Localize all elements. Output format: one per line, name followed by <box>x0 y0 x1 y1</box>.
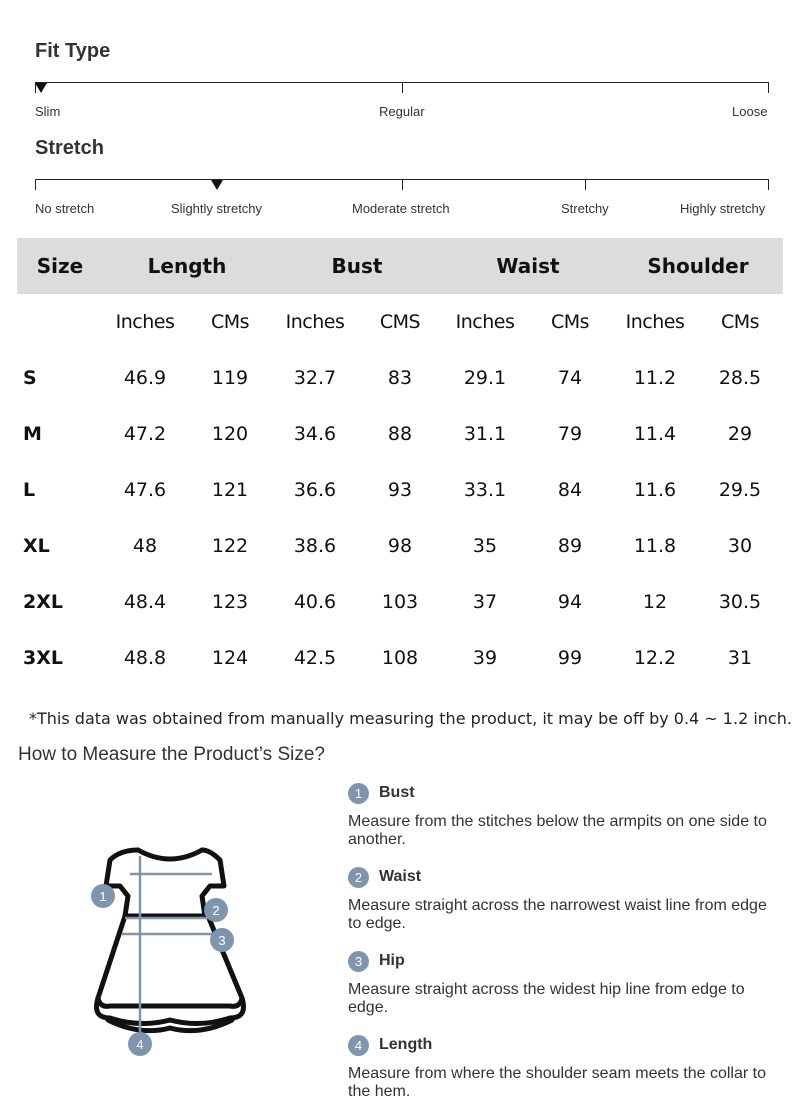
stretch-title: Stretch <box>35 137 104 159</box>
table-cell: 11.4 <box>633 423 677 445</box>
unit-header: Inches <box>455 311 515 333</box>
table-cell: 29 <box>727 423 753 445</box>
step-title: Bust <box>379 784 415 801</box>
stretch-selected-marker <box>211 180 223 190</box>
footnote: *This data was obtained from manually measuring the product, it may be off by 0.4 ~ 1.2 inch. <box>29 709 792 728</box>
size-label: M <box>23 423 42 445</box>
table-cell: 33.1 <box>463 479 507 501</box>
size-label: L <box>23 479 36 501</box>
table-cell: 79 <box>557 423 583 445</box>
dress-diagram <box>80 838 260 1060</box>
table-cell: 11.6 <box>633 479 677 501</box>
step-description: Measure straight across the widest hip line from edge to edge. <box>348 981 745 1016</box>
table-cell: 29.1 <box>463 367 507 389</box>
unit-header: CMS <box>379 311 421 333</box>
diagram-number: 1 <box>99 889 107 904</box>
table-cell: 48.4 <box>123 591 167 613</box>
table-cell: 36.6 <box>293 479 337 501</box>
header-length: Length <box>147 254 227 278</box>
table-cell: 40.6 <box>293 591 337 613</box>
table-cell: 34.6 <box>293 423 337 445</box>
table-cell: 29.5 <box>718 479 762 501</box>
unit-header: Inches <box>285 311 345 333</box>
table-cell: 11.2 <box>633 367 677 389</box>
stretch-tick <box>585 179 586 190</box>
stretch-label: Highly stretchy <box>680 201 766 216</box>
diagram-number: 3 <box>218 933 226 948</box>
stretch-tick <box>402 179 403 190</box>
step-title: Length <box>379 1036 433 1053</box>
table-cell: 83 <box>387 367 413 389</box>
unit-header: Inches <box>625 311 685 333</box>
size-label: 3XL <box>23 647 63 669</box>
table-cell: 47.6 <box>123 479 167 501</box>
stretch-label: No stretch <box>35 201 95 216</box>
table-cell: 99 <box>557 647 583 669</box>
how-to-measure-title: How to Measure the Product’s Size? <box>18 744 325 765</box>
fit-type-title: Fit Type <box>35 40 111 62</box>
unit-header: CMs <box>550 311 590 333</box>
header-shoulder: Shoulder <box>647 254 749 278</box>
table-cell: 124 <box>211 647 249 669</box>
step-description: Measure straight across the narrowest waist line from edge to edge. <box>348 897 767 932</box>
table-cell: 12 <box>642 591 668 613</box>
header-size: Size <box>36 254 84 278</box>
table-cell: 42.5 <box>293 647 337 669</box>
stretch-label: Slightly stretchy <box>171 201 263 216</box>
table-cell: 30 <box>727 535 753 557</box>
table-cell: 38.6 <box>293 535 337 557</box>
step-number-badge: 3 <box>348 951 369 972</box>
table-cell: 37 <box>472 591 498 613</box>
table-cell: 108 <box>381 647 419 669</box>
table-cell: 88 <box>387 423 413 445</box>
table-cell: 123 <box>211 591 249 613</box>
step-title: Waist <box>379 868 422 885</box>
table-cell: 120 <box>211 423 249 445</box>
table-cell: 48 <box>132 535 158 557</box>
table-cell: 89 <box>557 535 583 557</box>
table-cell: 121 <box>211 479 249 501</box>
unit-header: Inches <box>115 311 175 333</box>
stretch-label: Moderate stretch <box>352 201 450 216</box>
table-cell: 47.2 <box>123 423 167 445</box>
unit-header: CMs <box>720 311 760 333</box>
fit-tick <box>768 82 769 93</box>
step-number-badge: 2 <box>348 867 369 888</box>
fit-label-slim: Slim <box>35 104 61 119</box>
table-cell: 93 <box>387 479 413 501</box>
dress-hem-ruffle <box>97 998 244 1024</box>
table-cell: 32.7 <box>293 367 337 389</box>
size-label: XL <box>23 535 50 557</box>
fit-label-loose: Loose <box>732 104 768 119</box>
table-cell: 122 <box>211 535 249 557</box>
table-cell: 46.9 <box>123 367 167 389</box>
stretch-label: Stretchy <box>561 201 609 216</box>
table-cell: 98 <box>387 535 413 557</box>
table-cell: 28.5 <box>718 367 762 389</box>
header-waist: Waist <box>496 254 560 278</box>
dress-collar <box>138 850 202 859</box>
stretch-tick <box>768 179 769 190</box>
step-description: Measure from where the shoulder seam meets the collar to the hem. <box>348 1065 766 1100</box>
size-label: 2XL <box>23 591 63 613</box>
diagram-number: 2 <box>212 903 220 918</box>
table-cell: 103 <box>381 591 419 613</box>
step-number-badge: 4 <box>348 1035 369 1056</box>
table-cell: 84 <box>557 479 583 501</box>
step-title: Hip <box>379 952 405 969</box>
step-description: Measure from the stitches below the armpits on one side to another. <box>348 813 767 848</box>
table-cell: 39 <box>472 647 498 669</box>
table-cell: 48.8 <box>123 647 167 669</box>
header-bust: Bust <box>331 254 383 278</box>
table-cell: 31.1 <box>463 423 507 445</box>
step-number-badge: 1 <box>348 783 369 804</box>
table-cell: 31 <box>727 647 753 669</box>
diagram-number: 4 <box>136 1037 144 1052</box>
table-cell: 35 <box>472 535 498 557</box>
size-label: S <box>23 367 37 389</box>
table-cell: 12.2 <box>633 647 677 669</box>
fit-tick <box>402 82 403 93</box>
table-cell: 119 <box>211 367 249 389</box>
stretch-tick <box>35 179 36 190</box>
table-cell: 74 <box>557 367 583 389</box>
table-cell: 30.5 <box>718 591 762 613</box>
table-cell: 94 <box>557 591 583 613</box>
table-cell: 11.8 <box>633 535 677 557</box>
fit-label-regular: Regular <box>379 104 425 119</box>
fit-selected-marker <box>35 83 47 93</box>
unit-header: CMs <box>210 311 250 333</box>
